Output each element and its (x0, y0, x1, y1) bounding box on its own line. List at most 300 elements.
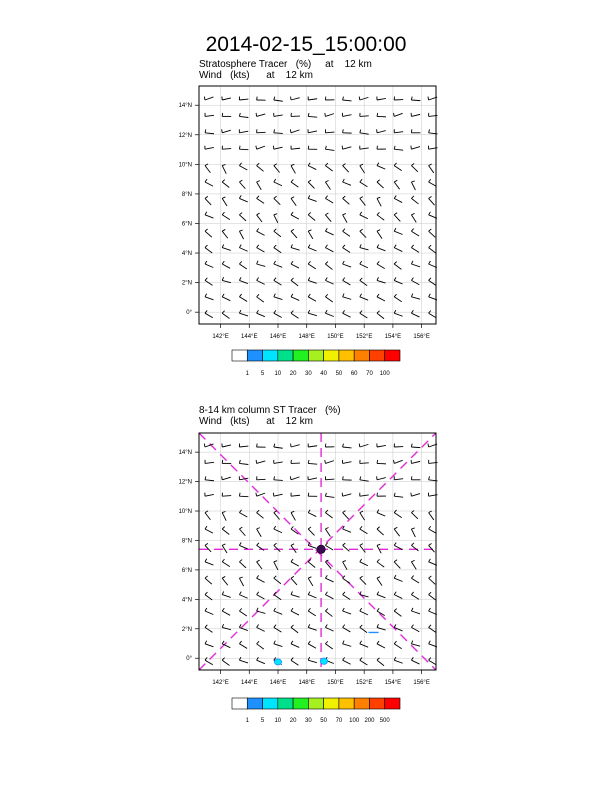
wind-barb-flag (291, 197, 294, 199)
wind-barb (411, 595, 419, 600)
wind-barb (394, 513, 402, 518)
wind-barb-flag (343, 476, 344, 479)
wind-barb (205, 198, 211, 205)
wind-barb (222, 313, 229, 318)
wind-barb (308, 166, 316, 170)
wind-barb-flag (291, 261, 293, 264)
wind-barb-flag (429, 245, 431, 247)
wind-barb-flag (222, 591, 224, 594)
wind-barb (343, 513, 349, 520)
wind-barb-flag (308, 113, 309, 116)
wind-barb (377, 231, 382, 238)
wind-barb-flag (291, 591, 292, 594)
wind-barb (291, 513, 295, 521)
wind-barb (274, 166, 280, 173)
wind-barb-flag (257, 196, 259, 199)
colorbar-label: 30 (305, 371, 312, 377)
wind-barb (377, 478, 386, 480)
colorbar-label: 5 (260, 371, 265, 377)
wind-barb (257, 562, 262, 569)
map-panel-1 (179, 86, 438, 377)
wind-barb-flag (411, 310, 413, 313)
wind-barb-flag (411, 245, 413, 248)
wind-barb (205, 313, 213, 318)
colorbar-cell (232, 350, 247, 361)
wind-barb-flag (205, 278, 207, 281)
wind-barb-flag (360, 179, 362, 182)
wind-barb (308, 611, 316, 616)
wind-barb (377, 215, 384, 220)
wind-barb-flag (360, 278, 362, 281)
wind-barb-flag (411, 261, 413, 264)
wind-barb-flag (325, 624, 327, 627)
wind-barb (222, 578, 228, 585)
wind-barb (343, 166, 349, 173)
wind-barb (343, 578, 350, 583)
wind-barb (257, 231, 265, 235)
wind-barb (222, 496, 231, 497)
wind-barb (257, 248, 265, 252)
wind-barb (274, 627, 282, 632)
y-tick-label: 14°N (178, 103, 192, 110)
colorbar-label: 70 (335, 718, 343, 724)
wind-barb-flag (257, 261, 258, 264)
y-tick-label: 10°N (178, 509, 192, 516)
wind-barb-flag (411, 592, 413, 595)
wind-barb (291, 578, 297, 585)
wind-barb (394, 644, 402, 649)
wind-barb-flag (239, 527, 242, 529)
wind-barb (394, 182, 399, 189)
wind-barb-flag (256, 493, 257, 496)
x-tick-label: 150°E (327, 334, 344, 340)
wind-barb (325, 611, 332, 617)
colorbar-label: 10 (274, 718, 282, 724)
wind-barb (343, 248, 351, 253)
wind-barb (239, 231, 243, 239)
wind-barb-flag (394, 213, 397, 215)
wind-barb-flag (429, 310, 431, 313)
wind-barb (360, 495, 369, 496)
wind-barb-flag (394, 609, 396, 611)
wind-barb-flag (377, 113, 378, 116)
wind-barb-flag (360, 641, 362, 644)
wind-barb-flag (394, 180, 397, 182)
wind-barb-flag (257, 657, 259, 660)
wind-barb-flag (222, 527, 225, 529)
colorbar-cell (324, 350, 339, 361)
wind-barb (411, 660, 419, 664)
wind-barb-flag (257, 575, 259, 578)
wind-barb (291, 595, 300, 598)
wind-barb-flag (308, 294, 310, 297)
wind-barb-flag (222, 624, 223, 627)
wind-barb-flag (239, 294, 241, 297)
wind-barb (360, 280, 367, 285)
wind-barb (411, 198, 418, 204)
wind-barb-flag (239, 592, 241, 595)
wind-barb-flag (222, 261, 224, 264)
wind-barb (257, 297, 264, 302)
wind-barb-flag (411, 625, 413, 628)
wind-barb-flag (429, 229, 432, 231)
wind-barb-flag (291, 641, 293, 644)
wind-barb-flag (291, 608, 293, 611)
wind-barb (257, 146, 265, 149)
wind-barb (257, 529, 262, 537)
wind-barb (360, 264, 368, 268)
wind-barb (205, 115, 214, 116)
wind-barb-flag (205, 294, 207, 297)
wind-barb-flag (291, 625, 293, 627)
wind-barb-flag (429, 278, 431, 281)
wind-barb (239, 198, 247, 202)
wind-barb (343, 297, 352, 300)
wind-barb (343, 115, 352, 117)
wind-barb (205, 562, 213, 565)
wind-barb-flag (274, 278, 276, 281)
wind-barb (360, 529, 368, 534)
y-tick-label: 12°N (178, 479, 192, 486)
wind-barb-flag (429, 196, 432, 198)
wind-barb (291, 477, 300, 480)
x-tick-label: 148°E (298, 680, 315, 686)
wind-barb (360, 198, 366, 205)
wind-barb (239, 446, 248, 447)
y-tick-label: 2°N (181, 280, 192, 287)
wind-barb (257, 644, 264, 649)
wind-barb-flag (394, 527, 397, 529)
wind-barb (205, 133, 214, 134)
wind-barb (257, 461, 266, 463)
wind-barb-flag (257, 641, 259, 643)
wind-barb (411, 231, 419, 236)
wind-barb-flag (274, 561, 277, 562)
x-tick-label: 154°E (384, 334, 402, 340)
wind-barb-flag (429, 559, 431, 562)
wind-barb (411, 248, 419, 253)
wind-barb (325, 627, 333, 631)
wind-barb (343, 562, 347, 570)
wind-barb-flag (394, 262, 396, 264)
wind-barb (291, 130, 300, 133)
wind-barb-flag (325, 543, 327, 546)
colorbar-label: 50 (335, 371, 343, 377)
wind-barb (429, 313, 437, 318)
wind-barb-flag (291, 526, 293, 529)
wind-barb (343, 660, 351, 664)
wind-barb-flag (239, 180, 242, 182)
wind-barb-flag (239, 624, 241, 627)
wind-barb (411, 182, 415, 190)
wind-barb (291, 264, 299, 268)
wind-barb-flag (325, 213, 328, 215)
wind-barb (239, 660, 248, 663)
wind-barb-flag (377, 212, 379, 214)
panel1-subtitle-tracer: Stratosphere Tracer (%) at 12 km (199, 59, 372, 70)
wind-barb-flag (205, 526, 207, 529)
colorbar-label: 30 (305, 718, 312, 724)
wind-barb (308, 297, 316, 301)
wind-barb-flag (359, 444, 360, 447)
wind-barb (239, 116, 248, 117)
wind-barb (257, 198, 265, 203)
wind-barb-flag (308, 592, 310, 595)
wind-barb (411, 297, 420, 299)
wind-barb-flag (308, 277, 310, 280)
wind-barb-flag (205, 310, 207, 313)
wind-barb (308, 198, 316, 201)
wind-barb (222, 166, 226, 174)
wind-barb (411, 313, 419, 317)
wind-barb (205, 215, 213, 218)
wind-barb (239, 313, 248, 316)
wind-barb (411, 166, 417, 172)
wind-barb-flag (308, 577, 311, 578)
wind-barb (257, 166, 264, 172)
wind-barb-flag (343, 196, 346, 198)
wind-barb (239, 166, 247, 170)
wind-barb-flag (257, 310, 259, 313)
wind-barb (429, 513, 434, 520)
wind-barb-flag (205, 543, 208, 545)
colorbar-cell (354, 698, 369, 709)
wind-barb (343, 147, 352, 149)
wind-barb-flag (343, 129, 344, 132)
wind-barb-flag (274, 129, 275, 132)
wind-barb (257, 493, 265, 496)
wind-barb (308, 595, 316, 598)
wind-barb (291, 495, 300, 496)
wind-barb-flag (429, 261, 431, 264)
wind-barb (343, 231, 350, 236)
wind-barb-flag (325, 146, 326, 149)
wind-barb-flag (274, 97, 275, 100)
wind-barb-flag (239, 195, 241, 198)
wind-barb-flag (222, 197, 225, 198)
wind-barb-flag (377, 197, 380, 198)
wind-barb-flag (360, 658, 362, 661)
wind-barb-flag (360, 559, 362, 562)
wind-barb (308, 280, 317, 283)
wind-barb-flag (257, 278, 259, 281)
wind-barb-flag (291, 179, 293, 182)
wind-barb (411, 513, 417, 519)
wind-barb (411, 627, 419, 631)
wind-barb-flag (377, 577, 380, 579)
wind-barb (222, 130, 231, 133)
wind-barb (308, 215, 315, 221)
wind-barb-flag (308, 493, 309, 496)
wind-barb (360, 463, 369, 464)
wind-barb (429, 660, 437, 665)
colorbar-cell (308, 350, 323, 361)
wind-barb-flag (411, 181, 414, 182)
wind-barb-flag (393, 113, 394, 116)
wind-barb-flag (239, 277, 241, 280)
wind-barb-flag (325, 262, 328, 264)
wind-barb-flag (394, 493, 395, 496)
wind-barb-flag (239, 542, 241, 545)
wind-barb-flag (222, 212, 224, 215)
wind-barb-flag (239, 577, 242, 578)
wind-barb (257, 660, 265, 664)
wind-barb-flag (205, 476, 206, 479)
wind-barb-flag (205, 179, 207, 182)
wind-barb (429, 529, 437, 533)
wind-barb (343, 462, 352, 464)
wind-barb (308, 313, 317, 315)
wind-barb-flag (429, 608, 431, 611)
wind-barb-flag (308, 261, 310, 264)
wind-barb (429, 231, 436, 237)
wind-barb (274, 100, 283, 101)
wind-barb-flag (325, 527, 328, 529)
wind-barb-flag (239, 230, 242, 231)
wind-barb-flag (394, 592, 396, 595)
wind-barb (291, 280, 298, 285)
wind-barb (222, 248, 231, 251)
wind-barb-flag (343, 164, 346, 166)
wind-barb-flag (429, 294, 431, 297)
wind-barb-flag (360, 294, 362, 297)
wind-barb (257, 513, 264, 519)
wind-barb-flag (411, 294, 412, 297)
wind-barb (343, 182, 351, 185)
wind-barb (291, 611, 299, 615)
colorbar-label: 50 (320, 718, 327, 724)
wind-barb-flag (325, 460, 326, 463)
wind-barb-flag (308, 195, 310, 198)
wind-barb-flag (291, 511, 294, 512)
wind-barb-flag (257, 510, 260, 512)
wind-barb-flag (343, 608, 345, 611)
wind-barb-flag (290, 129, 291, 132)
wind-barb (205, 297, 213, 300)
wind-barb-flag (274, 229, 277, 231)
wind-barb-flag (222, 294, 224, 297)
wind-barb-flag (377, 261, 379, 264)
wind-barb (325, 182, 330, 189)
colorbar-label: 70 (366, 371, 373, 377)
map-frame (199, 86, 436, 324)
colorbar-label: 60 (350, 371, 358, 377)
wind-barb (411, 461, 420, 463)
wind-barb-flag (377, 230, 380, 232)
wind-barb (343, 611, 351, 614)
wind-barb-flag (377, 624, 379, 627)
wind-barb-flag (325, 641, 327, 644)
wind-barb (343, 264, 351, 267)
wind-barb (394, 595, 402, 599)
wind-barb-flag (257, 528, 260, 529)
wind-barb-flag (429, 625, 431, 628)
y-tick-label: 6°N (181, 567, 192, 574)
wind-barb (239, 644, 247, 649)
colorbar-cell (385, 698, 400, 709)
colorbar-cell (339, 698, 354, 709)
wind-barb (325, 578, 333, 582)
wind-barb (429, 627, 436, 632)
colorbar-cell (324, 698, 339, 709)
wind-barb (411, 562, 416, 570)
wind-barb (308, 478, 317, 480)
wind-barb-flag (394, 543, 396, 546)
wind-barb-flag (274, 294, 276, 297)
wind-barb-flag (274, 179, 276, 182)
wind-barb (394, 578, 402, 581)
x-tick-label: 156°E (413, 334, 430, 340)
wind-barb-flag (325, 294, 327, 297)
wind-barb-flag (308, 146, 309, 149)
wind-barb (205, 529, 213, 533)
wind-barb-flag (222, 476, 223, 479)
wind-barb-flag (205, 657, 207, 660)
x-tick-label: 146°E (269, 680, 287, 686)
wind-barb-flag (343, 657, 345, 660)
panel1-subtitle-wind: Wind (kts) at 12 km (199, 70, 313, 81)
wind-barb (222, 611, 230, 615)
wind-barb (291, 248, 300, 251)
wind-barb-flag (343, 229, 345, 232)
wind-barb-flag (291, 244, 292, 247)
wind-barb-flag (360, 576, 363, 578)
wind-barb-flag (377, 460, 378, 463)
wind-barb (325, 166, 332, 171)
wind-barb (360, 116, 369, 117)
wind-barb-flag (222, 180, 225, 182)
wind-barb (325, 248, 333, 252)
colorbar-label: 1 (245, 371, 249, 377)
colorbar-cell (369, 698, 384, 709)
wind-barb (239, 611, 246, 616)
wind-barb-flag (239, 113, 240, 116)
wind-barb-flag (325, 510, 327, 512)
wind-barb (205, 480, 214, 481)
wind-barb (257, 627, 265, 631)
wind-barb-flag (429, 179, 431, 182)
wind-barb-flag (394, 575, 396, 578)
wind-barb-flag (274, 543, 277, 545)
wind-barb-flag (343, 444, 344, 447)
wind-barb (411, 611, 420, 614)
wind-barb-flag (222, 129, 223, 132)
wind-barb-flag (343, 592, 345, 595)
wind-barb-flag (274, 245, 276, 248)
wind-barb (394, 297, 402, 302)
wind-barb-flag (291, 576, 294, 578)
map-panel-2 (179, 433, 438, 724)
wind-barb-flag (205, 245, 207, 247)
colorbar-cell (293, 698, 308, 709)
wind-barb (343, 595, 351, 600)
wind-barb-flag (429, 657, 431, 660)
wind-barb (360, 513, 365, 521)
wind-barb-flag (377, 608, 379, 611)
wind-barb-flag (257, 625, 259, 628)
wind-barb (205, 660, 213, 665)
tracer-blob (320, 658, 327, 664)
wind-barb-flag (274, 310, 276, 313)
wind-barb (205, 182, 213, 186)
wind-barb-flag (411, 543, 414, 545)
wind-barb (308, 182, 314, 188)
wind-barb (325, 529, 330, 536)
wind-barb-flag (204, 444, 205, 447)
wind-barb (308, 463, 317, 464)
wind-barb-flag (325, 180, 328, 182)
wind-barb-flag (429, 576, 432, 578)
